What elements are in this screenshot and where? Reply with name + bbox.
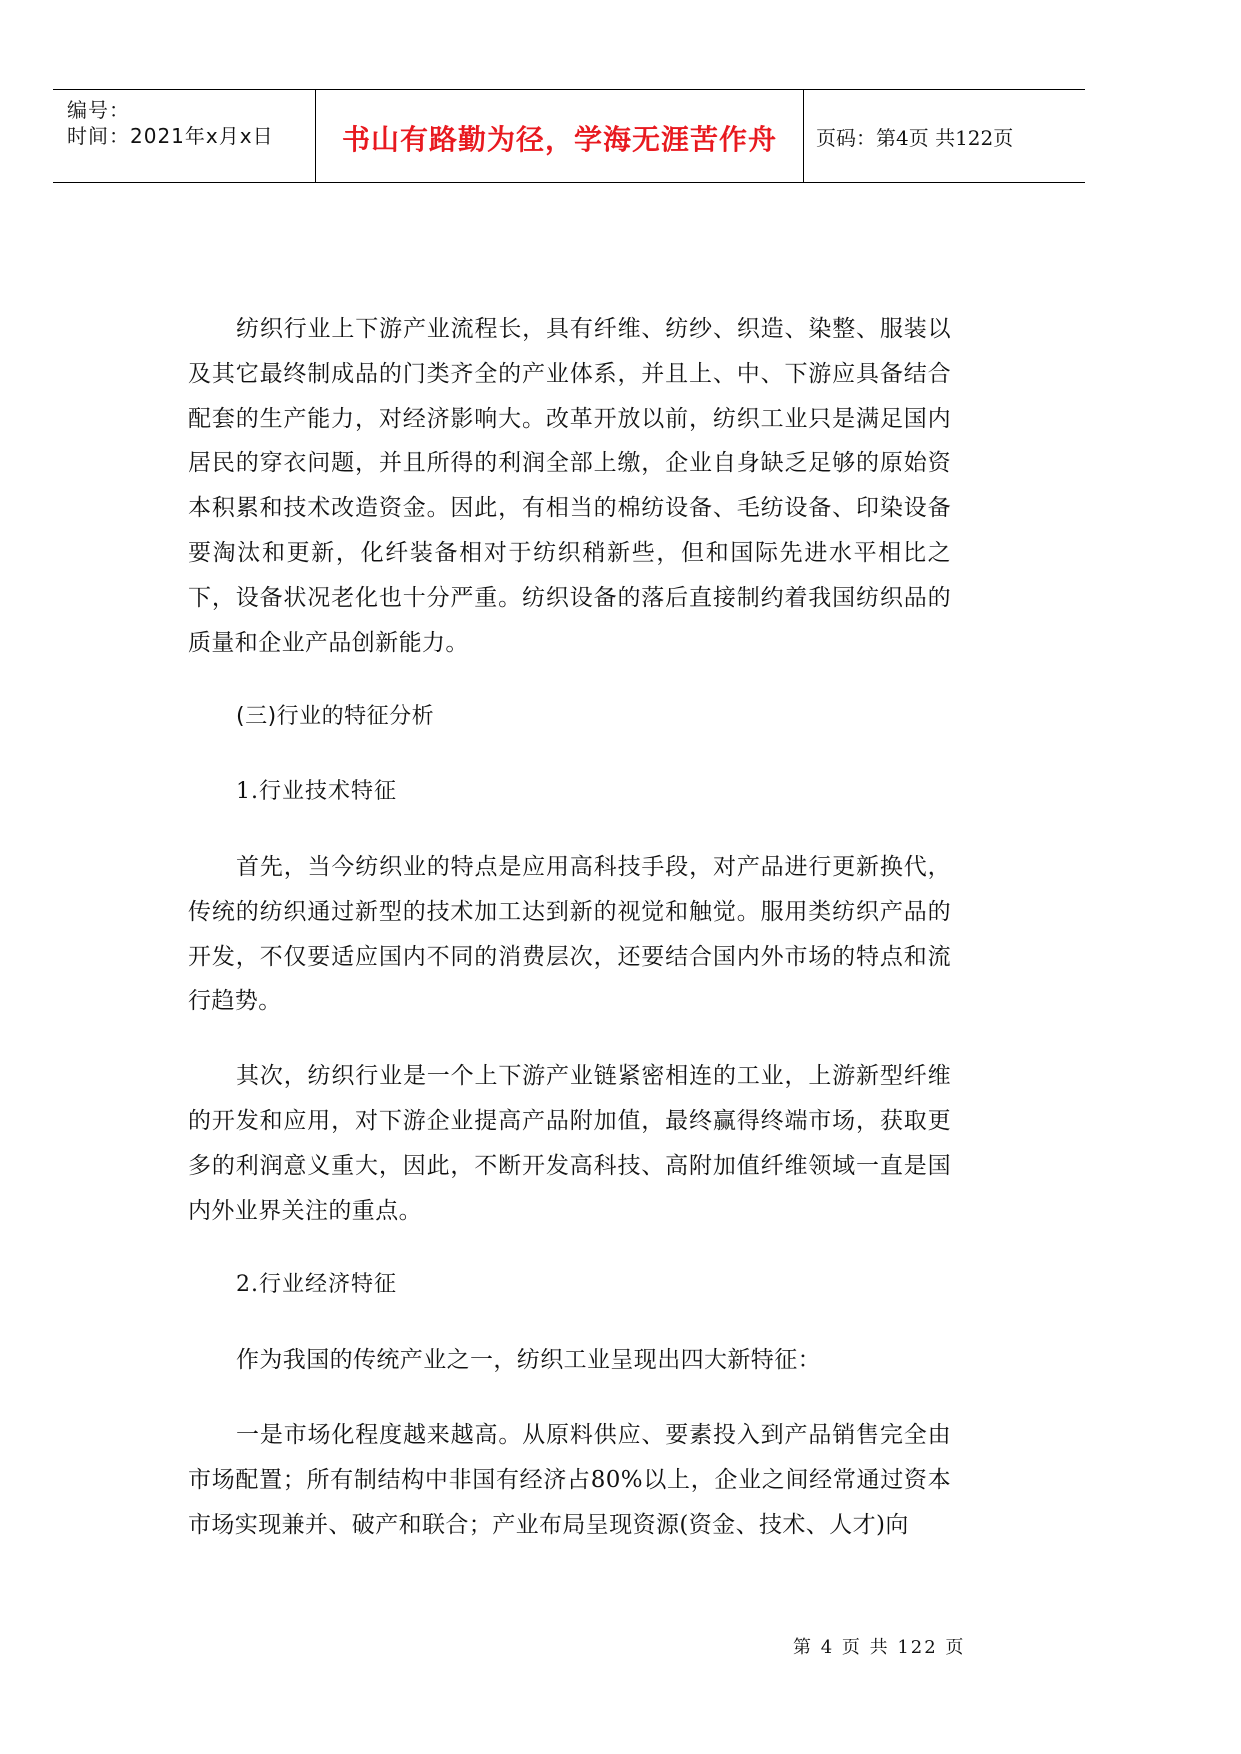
- document-time-label: 时间：2021年x月x日: [67, 124, 274, 148]
- paragraph-economic-intro: 作为我国的传统产业之一，纺织工业呈现出四大新特征：: [236, 1347, 821, 1374]
- subheading-technical-features: 1.行业技术特征: [236, 779, 397, 805]
- header-motto-cell: [316, 90, 804, 182]
- paragraph-marketization: 一是市场化程度越来越高。从原料供应、要素投入到产品销售完全由市场配置；所有制结构中非国有经济占80%以上，企业之间经常通过资本市场实现兼并、破产和联合；产业布局呈现资源(资金、技术、人才)向: [188, 1421, 951, 1538]
- page-footer-number: 第 4 页 共 122 页: [793, 1637, 966, 1658]
- subheading-economic-features: 2.行业经济特征: [236, 1272, 397, 1298]
- header-page-cell: [804, 90, 1085, 182]
- paragraph-technology-second: 其次，纺织行业是一个上下游产业链紧密相连的工业，上游新型纤维的开发和应用，对下游企业提高产品附加值，最终赢得终端市场，获取更多的利润意义重大，因此，不断开发高科技、高附加值纤维领域一直是国内外业界关注的重点。: [188, 1063, 951, 1224]
- document-header: [53, 89, 1085, 183]
- paragraph-equipment: 纺织行业上下游产业流程长，具有纤维、纺纱、织造、染整、服装以及其它最终制成品的门类齐全的产业体系，并且上、中、下游应具备结合配套的生产能力，对经济影响大。改革开放以前，纺织工业只是满足国内居民的穿衣问题，并且所得的利润全部上缴，企业自身缺乏足够的原始资本积累和技术改造资金。因此，有相当的棉纺设备、毛纺设备、印染设备要淘汰和更新，化纤装备相对于纺织稍新些，但和国际先进水平相比之下，设备状况老化也十分严重。纺织设备的落后直接制约着我国纺织品的质量和企业产品创新能力。: [188, 316, 951, 656]
- header-page-number: 页码：第4页 共122页: [816, 126, 1014, 150]
- document-body: [188, 307, 951, 1547]
- paragraph-technology-first: 首先，当今纺织业的特点是应用高科技手段，对产品进行更新换代，传统的纺织通过新型的技术加工达到新的视觉和触觉。服用类纺织产品的开发，不仅要适应国内不同的消费层次，还要结合国内外市场的特点和流行趋势。: [188, 853, 951, 1015]
- section-heading-industry-features: (三)行业的特征分析: [236, 704, 435, 730]
- header-meta-cell: [53, 90, 316, 182]
- document-number-label: 编号：: [67, 98, 130, 122]
- header-motto: 书山有路勤为径，学海无涯苦作舟: [341, 123, 777, 156]
